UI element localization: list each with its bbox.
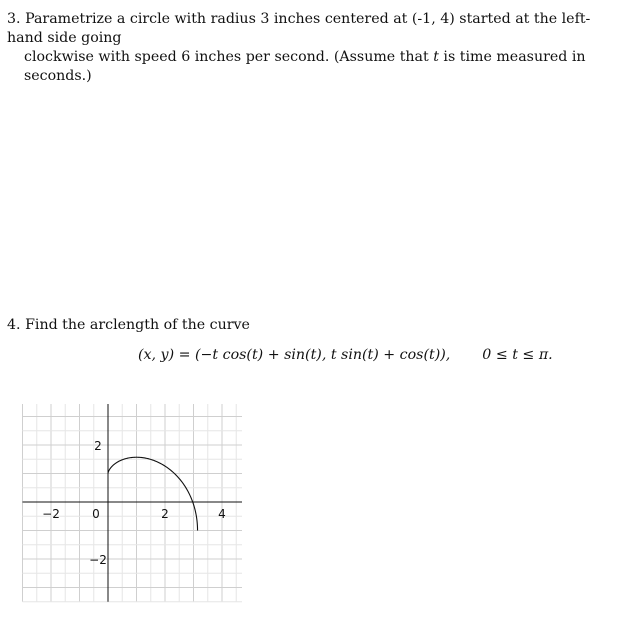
graph-tick-labels bbox=[42, 439, 226, 567]
problem-4-prompt: Find the arclength of the curve bbox=[25, 317, 250, 333]
problem-3-text-2a: clockwise with speed 6 inches per second. (Assume that bbox=[24, 49, 434, 65]
x-tick-label: 4 bbox=[218, 507, 226, 521]
x-tick-label: 0 bbox=[92, 507, 100, 521]
graph-axes bbox=[23, 404, 243, 602]
y-tick-label: 2 bbox=[94, 439, 102, 453]
problem-3-text-2b: is time measured in seconds.) bbox=[24, 49, 586, 84]
curve-graph bbox=[22, 404, 242, 604]
problem-3 bbox=[7, 10, 623, 86]
problem-3-var-t: t bbox=[433, 49, 439, 65]
problem-3-number: 3. bbox=[7, 11, 21, 27]
problem-4 bbox=[7, 316, 623, 335]
y-tick-label: −2 bbox=[89, 553, 107, 567]
graph-grid bbox=[23, 404, 243, 602]
curve-path bbox=[108, 457, 198, 530]
equation-range: 0 ≤ t ≤ π. bbox=[482, 347, 553, 363]
problem-4-number: 4. bbox=[7, 317, 21, 333]
parametric-equation bbox=[138, 347, 553, 363]
problem-3-line-1 bbox=[7, 10, 623, 48]
equation-body: (x, y) = (−t cos(t) + sin(t), t sin(t) + cos(t)), bbox=[138, 347, 451, 363]
problem-3-line-2 bbox=[7, 48, 623, 86]
x-tick-label: −2 bbox=[42, 507, 60, 521]
x-tick-label: 2 bbox=[161, 507, 169, 521]
problem-3-text-1: Parametrize a circle with radius 3 inches centered at (-1, 4) started at the left-hand side going bbox=[7, 11, 591, 46]
